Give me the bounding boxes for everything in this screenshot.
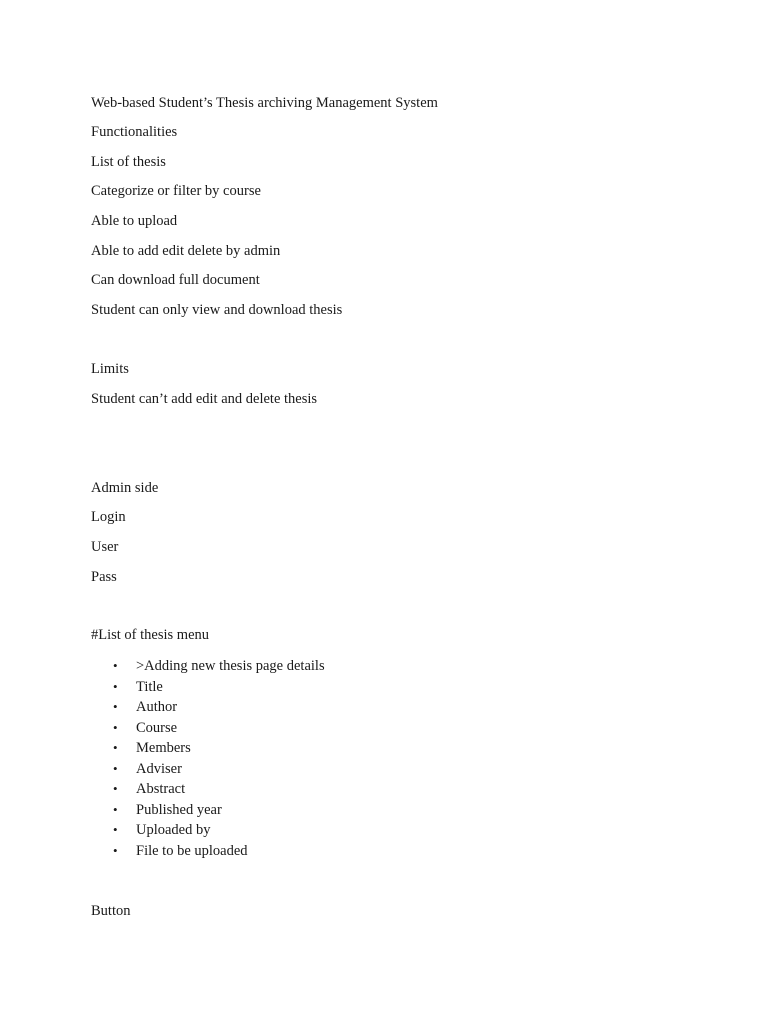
bullet-icon: •: [113, 801, 118, 817]
bullet-icon: •: [113, 740, 118, 755]
bullet-icon: •: [113, 822, 118, 837]
list-item-text: Members: [136, 740, 191, 756]
limits-heading: Limits: [91, 361, 129, 377]
list-item-text: Title: [136, 678, 163, 695]
admin-item-login: Login: [91, 509, 126, 525]
functionalities-heading: Functionalities: [91, 124, 178, 140]
functionality-item: Able to upload: [91, 213, 178, 229]
list-item-text: Published year: [136, 801, 222, 818]
document-page: [91, 0, 731, 1024]
limit-item: Student can’t add edit and delete thesis: [91, 391, 318, 407]
bullet-icon: •: [113, 699, 118, 714]
functionality-item: Categorize or filter by course: [91, 183, 261, 199]
admin-item-user: User: [91, 539, 119, 555]
thesis-menu-heading: #List of thesis menu: [91, 627, 210, 643]
document-title: Web-based Student’s Thesis archiving Management System: [91, 95, 438, 111]
bullet-icon: •: [113, 658, 118, 673]
functionality-item: Able to add edit delete by admin: [91, 243, 281, 259]
bullet-icon: •: [113, 678, 118, 694]
bullet-icon: •: [113, 760, 118, 776]
list-item-text: File to be uploaded: [136, 842, 248, 859]
button-heading: Button: [91, 903, 131, 919]
bullet-icon: •: [113, 781, 118, 796]
admin-item-pass: Pass: [91, 569, 117, 585]
list-item-text: Author: [136, 699, 178, 715]
list-item-text: Abstract: [136, 781, 186, 797]
list-item-text: >Adding new thesis page details: [136, 658, 325, 674]
list-item-text: Uploaded by: [136, 822, 211, 838]
functionality-item: List of thesis: [91, 154, 166, 170]
functionality-item: Student can only view and download thesis: [91, 302, 343, 318]
list-item-text: Course: [136, 719, 178, 736]
list-item-text: Adviser: [136, 760, 182, 777]
bullet-icon: •: [113, 842, 118, 858]
admin-heading: Admin side: [91, 480, 159, 496]
functionality-item: Can download full document: [91, 272, 260, 288]
bullet-icon: •: [113, 719, 118, 735]
